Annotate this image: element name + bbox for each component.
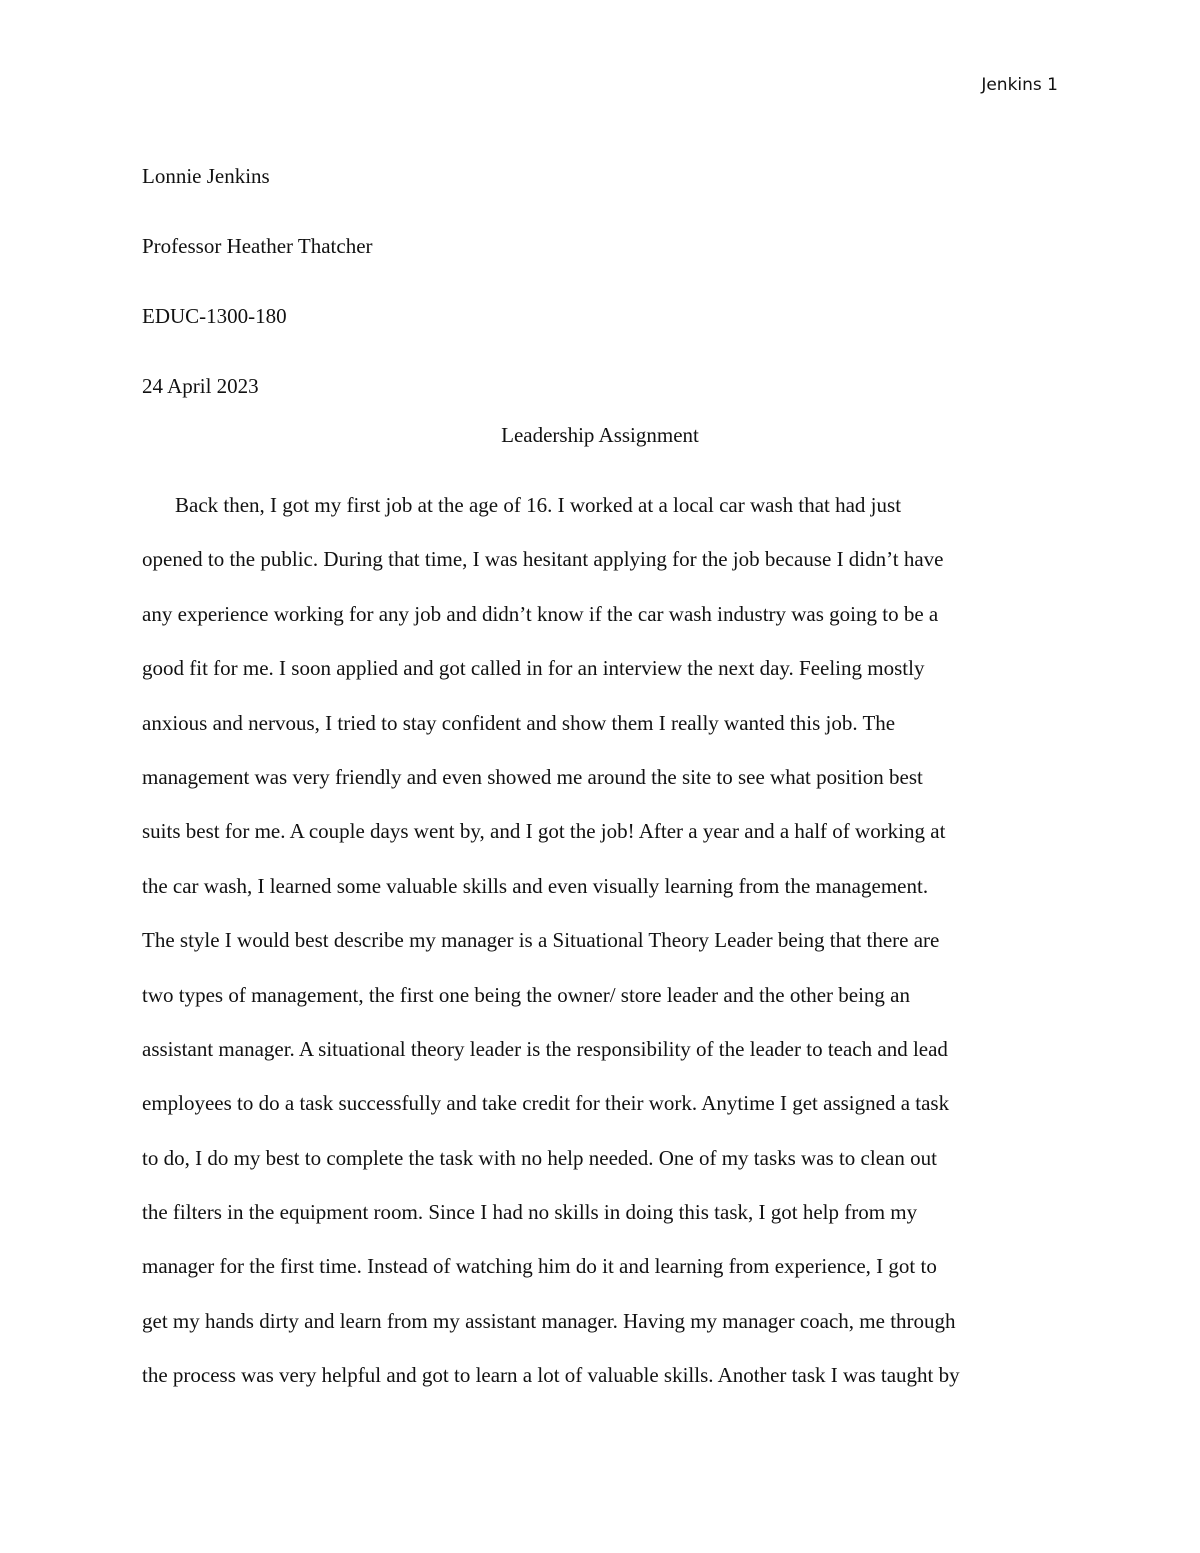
body-line: assistant manager. A situational theory leader is the responsibility of the leader to teach and lead [142, 1036, 948, 1061]
body-line: the car wash, I learned some valuable skills and even visually learning from the management. [142, 873, 929, 898]
body-line: suits best for me. A couple days went by, and I got the job! After a year and a half of working at [142, 819, 946, 844]
body-line: to do, I do my best to complete the task with no help needed. One of my tasks was to clean out [142, 1145, 937, 1170]
essay-title: Leadership Assignment [501, 423, 699, 447]
body-line: the filters in the equipment room. Since I had no skills in doing this task, I got help from my [142, 1200, 918, 1225]
body-line: management was very friendly and even showed me around the site to see what position best [142, 764, 923, 789]
body-line: two types of management, the first one being the owner/ store leader and the other being an [142, 982, 910, 1007]
body-line: Back then, I got my first job at the age of 16. I worked at a local car wash that had just [175, 493, 902, 517]
essay-body [142, 490, 1058, 1415]
assignment-date: 24 April 2023 [142, 374, 259, 398]
body-line: employees to do a task successfully and take credit for their work. Anytime I get assigned a task [142, 1091, 950, 1116]
running-head: Jenkins 1 [981, 75, 1058, 95]
course-code: EDUC-1300-180 [142, 304, 287, 328]
body-line: the process was very helpful and got to learn a lot of valuable skills. Another task I was taught by [142, 1363, 960, 1388]
body-line: manager for the first time. Instead of watching him do it and learning from experience, I got to [142, 1254, 937, 1279]
body-line: get my hands dirty and learn from my assistant manager. Having my manager coach, me through [142, 1308, 956, 1333]
body-line: good fit for me. I soon applied and got called in for an interview the next day. Feeling mostly [142, 656, 925, 681]
body-line: any experience working for any job and didn’t know if the car wash industry was going to be a [142, 601, 939, 626]
body-line: anxious and nervous, I tried to stay confident and show them I really wanted this job. The [142, 710, 896, 735]
body-line: opened to the public. During that time, I was hesitant applying for the job because I didn’t have [142, 547, 944, 572]
mla-heading [142, 141, 1058, 421]
professor-name: Professor Heather Thatcher [142, 234, 373, 258]
student-name: Lonnie Jenkins [142, 164, 270, 188]
body-line: The style I would best describe my manager is a Situational Theory Leader being that there are [142, 928, 940, 953]
